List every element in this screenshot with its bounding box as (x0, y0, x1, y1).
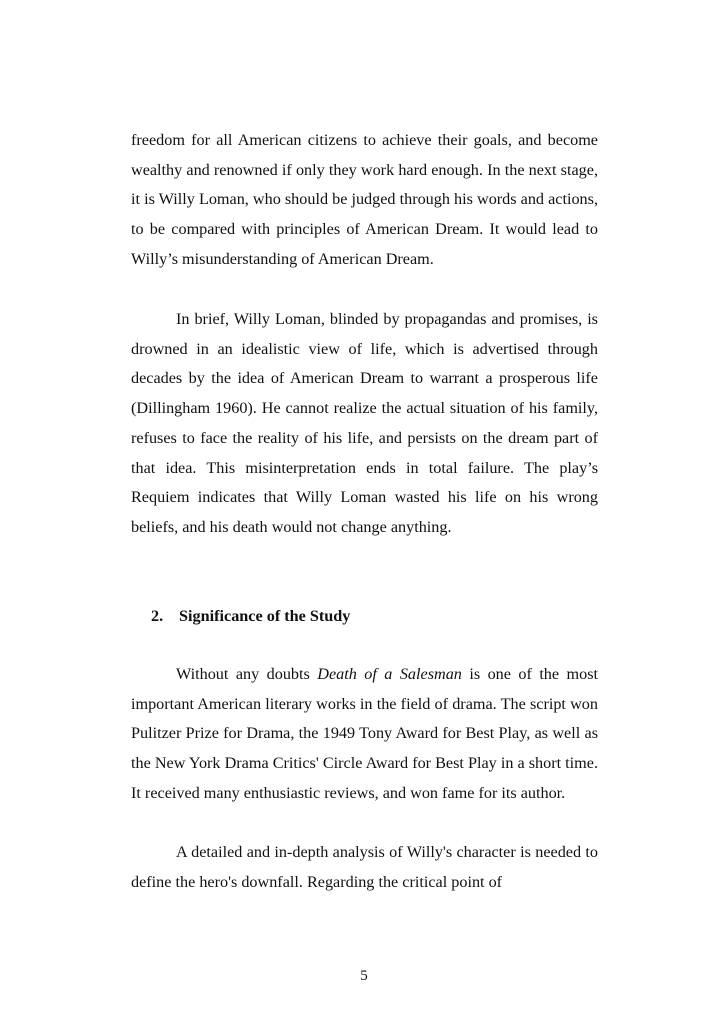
section-title: Significance of the Study (179, 607, 351, 625)
significance-lead: Without any doubts (176, 665, 310, 683)
paragraph-in-brief: In brief, Willy Loman, blinded by propagandas and promises, is drowned in an idealistic view of life, which is advertised through decades by the idea of American Dream to warrant a prosperous life (Dillingham 1960). He cannot realize the actual situation of his family, refuses to face the reality of his life, and persists on the dream part of that idea. This misinterpretation ends in total failure. The play’s Requiem indicates that Willy Loman wasted his life on his wrong beliefs, and his death would not change anything. (131, 310, 598, 536)
section-heading (151, 602, 350, 632)
section-number: 2. (151, 607, 164, 625)
significance-rest: is one of the most important American literary works in the field of drama. The script won Pulitzer Prize for Drama, the 1949 Tony Award for Best Play, as well as the New York Drama Critics' Circle Award for Best Play in a short time. It received many enthusiastic reviews, and won fame for its author. (131, 665, 599, 802)
play-title: Death of a Salesman (317, 665, 462, 683)
page-number: 5 (360, 968, 368, 984)
paragraph-american-dream-continuation: freedom for all American citizens to achieve their goals, and become wealthy and renowned if only they work hard enough. In the next stage, it is Willy Loman, who should be judged through his words and actions, to be compared with principles of American Dream. It would lead to Willy’s misunderstanding of American Dream. (131, 131, 598, 268)
paragraph-significance (131, 660, 598, 809)
paragraph-character-analysis: A detailed and in-depth analysis of Willy's character is needed to define the hero's downfall. Regarding the critical point of (131, 843, 598, 891)
